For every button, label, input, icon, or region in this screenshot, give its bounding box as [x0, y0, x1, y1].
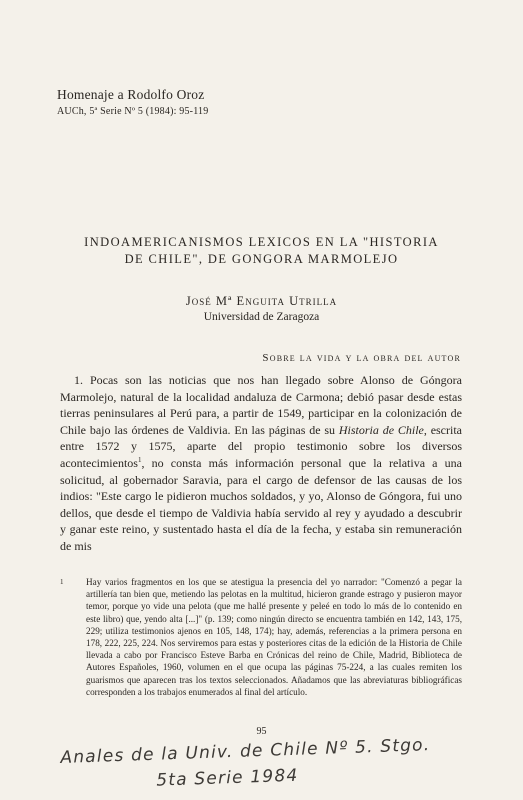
footnote-text: Hay varios fragmentos en los que se atestigua la presencia del yo narrador: "Comenzó a pegar la artillería tan bien que, metiendo las pelotas en la multitud, hicieron grande estrago y pusieron mayor temor, porque yo vide una pelota (que me hallé presente y peleé en todo lo más de lo contenido en este libro) que, yendo alta [...]" (p. 139; como ningún directo se encuentra también en 142, 143, 175, 229; utiliza testimonios ajenos en 105, 148, 174); hay, además, referencias a la primera persona en 178, 222, 225, 224. Nos serviremos para estas y posteriores citas de la edición de la Historia de Chile llevada a cabo por Francisco Esteve Barba en Crónicas del reino de Chile, Madrid, Biblioteca de Autores Españoles, 1960, volumen en el que ocupa las páginas 75-224, a las cuales remiten los guarismos que aparecen tras los textos seleccionados. Añadamos que las abreviaturas bibliográficas corresponden a los trabajos enumerados al final del artículo.	[86, 577, 462, 697]
header-title: Homenaje a Rodolfo Oroz	[57, 87, 205, 102]
author-block	[0, 294, 523, 323]
article-title	[60, 234, 463, 268]
author-affiliation: Universidad de Zaragoza	[203, 311, 320, 323]
book-title-italic: Historia de Chile	[338, 422, 424, 437]
journal-header	[57, 87, 208, 117]
handwritten-note	[60, 730, 502, 797]
article-title-line-1: INDOAMERICANISMOS LEXICOS EN LA "HISTORIA	[84, 235, 439, 249]
section-heading: Sobre la vida y la obra del autor	[262, 352, 461, 364]
body-text	[60, 372, 462, 555]
author-name: José Mª Enguita Utrilla	[185, 294, 338, 308]
footnote-reference[interactable]: 1	[137, 455, 142, 464]
handwritten-note-line-1: Anales de la Univ. de Chile Nº 5. Stgo.	[60, 735, 431, 768]
footnote	[60, 576, 462, 698]
paragraph-1-part-c: , no consta más información personal que la relativa a una solicitud, al gobernador Saravia, para el cargo de defensor de las causas de los indios: "Este cargo le pidieron muchos soldados, y yo, Alonso de Góngora, fui uno dellos, que desde el tiempo de Valdivia había servido al rey y ayudado a descubrir y ganar este reino, y sustentado hasta el día de la fecha, y estaba sin remuneración de mis	[60, 455, 462, 553]
article-title-line-2: DE CHILE", DE GONGORA MARMOLEJO	[124, 252, 399, 266]
handwritten-note-line-2: 5ta Serie 1984	[155, 765, 299, 791]
paragraph-1-part-a: 1. Pocas son las noticias que nos han llegado sobre Alonso de Góngora Marmolejo, natural de la localidad andaluza de Carmona; debió pasar desde estas tierras peninsulares al Perú para, a partir de 1549, participar en la colonización de Chile bajo las órdenes de Valdivia. En las páginas de su	[60, 373, 462, 437]
footnote-number: 1	[60, 578, 64, 586]
paragraph-1-part-b: , escrita entre 1572 y 1575, aparte del propio testimonio sobre los diversos acontecimientos	[60, 422, 463, 470]
paragraph-1	[60, 372, 462, 555]
page-number: 95	[256, 726, 267, 737]
header-reference: AUCh, 5ª Serie Nº 5 (1984): 95-119	[57, 106, 209, 117]
